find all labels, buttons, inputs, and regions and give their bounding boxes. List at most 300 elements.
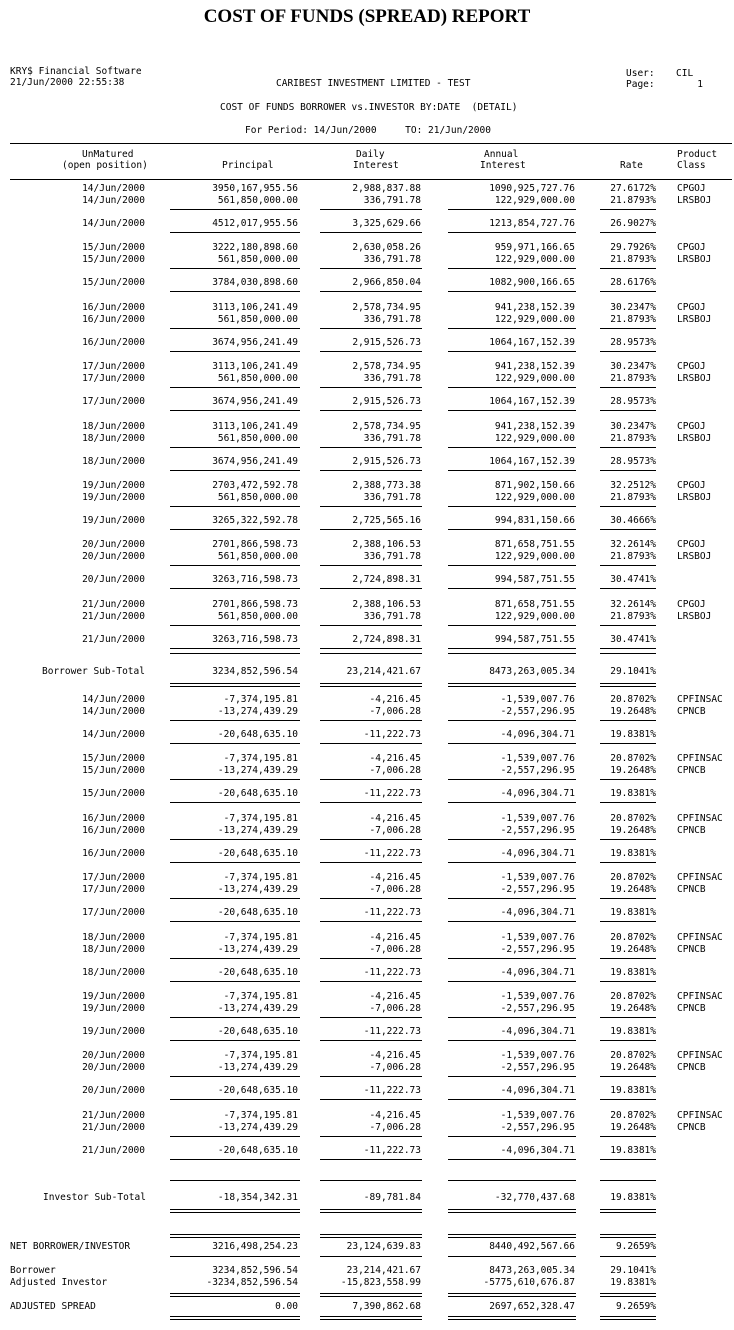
investor-group-end-rule — [600, 921, 656, 922]
investor-row-cell: -13,274,439.29 — [217, 706, 298, 717]
investor-date-total-cell: 19.8381% — [610, 847, 656, 859]
borrower-group-rule — [320, 625, 422, 626]
borrower-row-cell: 3113,106,241.49 — [212, 420, 298, 432]
borrower-subtotal-cell: 8473,263,005.34 — [489, 666, 575, 677]
investor-subtotal-double-rule — [170, 1209, 300, 1213]
investor-group-rule — [448, 1136, 576, 1137]
investor-group-end-rule — [170, 1159, 300, 1160]
borrower-row-cell: 21/Jun/2000 — [82, 598, 145, 610]
investor-date-total-cell: -11,222.73 — [363, 966, 421, 978]
investor-subtotal-rule — [320, 1180, 422, 1181]
borrower-row-cell: 941,238,152.39 — [494, 301, 575, 313]
investor-group-rule — [448, 1076, 576, 1077]
borrower-group-rule — [320, 565, 422, 566]
page-label: Page: — [626, 79, 655, 90]
investor-group-rule — [448, 839, 576, 840]
borrower-row-cell: LRSBOJ — [677, 313, 712, 325]
investor-row-cell: -1,539,007.76 — [500, 753, 575, 765]
investor-group-rule — [448, 720, 576, 721]
borrower-date-total-cell: 3263,716,598.73 — [212, 633, 298, 645]
borrower-subtotal-double-rule — [320, 683, 422, 687]
borrower-row-cell: 2,388,773.38 — [352, 480, 421, 491]
investor-row-cell: -4,216.45 — [369, 753, 421, 765]
investor-group-rule — [320, 720, 422, 721]
borrower-row-cell: 336,791.78 — [363, 195, 421, 206]
investor-row-cell: CPNCB — [677, 1121, 706, 1133]
investor-row-cell: -4,216.45 — [369, 991, 421, 1002]
borrower-date-total-cell: 30.4666% — [610, 515, 656, 526]
borrower-row-cell: 3222,180,898.60 — [212, 242, 298, 254]
investor-row-cell: 19.2648% — [610, 884, 656, 896]
investor-date-total-cell: 19.8381% — [610, 966, 656, 978]
borrower-group-end-rule — [448, 470, 576, 471]
investor-row-cell: 20/Jun/2000 — [82, 1062, 145, 1074]
borrower-row-cell: 19/Jun/2000 — [82, 480, 145, 491]
net-double-rule — [320, 1234, 422, 1238]
investor-row-cell: 21/Jun/2000 — [82, 1121, 145, 1133]
borrower-row-cell: 561,850,000.00 — [217, 432, 298, 444]
investor-group-end-rule — [448, 1159, 576, 1160]
borrower-date-total-cell: 3265,322,592.78 — [212, 515, 298, 526]
borrower-group-end-rule — [320, 588, 422, 589]
borrower-group-rule — [448, 209, 576, 210]
col-daily: Daily — [356, 149, 385, 160]
investor-row-cell: 19.2648% — [610, 1121, 656, 1133]
investor-row-cell: -13,274,439.29 — [217, 824, 298, 836]
col-open-position: (open position) — [62, 160, 148, 171]
borrower-subtotal-rule — [600, 653, 656, 654]
borrower-group-rule — [320, 209, 422, 210]
adjusted-spread-cell: 7,390,862.68 — [352, 1301, 421, 1312]
investor-group-end-rule — [600, 862, 656, 863]
investor-row-cell: -2,557,296.95 — [500, 943, 575, 955]
borrower-date-total-cell: 3263,716,598.73 — [212, 574, 298, 586]
investor-row-cell: -7,374,195.81 — [223, 694, 298, 705]
investor-group-rule — [600, 1136, 656, 1137]
investor-group-rule — [320, 1136, 422, 1137]
borrower-row-cell: 29.7926% — [610, 242, 656, 254]
borrower-group-rule — [600, 447, 656, 448]
investor-row-cell: -13,274,439.29 — [217, 943, 298, 955]
borrower-row-cell: 20/Jun/2000 — [82, 551, 145, 563]
borrower-row-cell: 1090,925,727.76 — [489, 183, 575, 194]
investor-group-rule — [170, 958, 300, 959]
investor-row-cell: 18/Jun/2000 — [82, 943, 145, 955]
borrower-date-total-cell: 2,725,565.16 — [352, 515, 421, 526]
investor-row-cell: -4,216.45 — [369, 694, 421, 705]
borrower-row-cell: LRSBOJ — [677, 373, 712, 385]
investor-row-cell: -4,216.45 — [369, 1109, 421, 1121]
investor-row-cell: 20.8702% — [610, 1050, 656, 1062]
borrower-row-cell: 941,238,152.39 — [494, 420, 575, 432]
borrower-group-rule — [448, 268, 576, 269]
investor-date-total-cell: -20,648,635.10 — [217, 729, 298, 740]
investor-group-end-rule — [320, 981, 422, 982]
investor-group-rule — [600, 779, 656, 780]
investor-date-total-cell: 19.8381% — [610, 1026, 656, 1037]
investor-group-rule — [320, 1076, 422, 1077]
investor-row-cell: -7,006.28 — [369, 884, 421, 896]
borrower-date-total-cell: 26.9027% — [610, 218, 656, 229]
investor-group-rule — [448, 1017, 576, 1018]
investor-row-cell: CPFINSAC — [677, 872, 723, 884]
summary-borrower-label: Borrower — [10, 1265, 56, 1276]
summary-adjusted-investor-cell: 19.8381% — [610, 1277, 656, 1288]
borrower-row-cell: 561,850,000.00 — [217, 551, 298, 563]
investor-row-cell: 20.8702% — [610, 872, 656, 884]
investor-row-cell: 20.8702% — [610, 753, 656, 765]
investor-group-end-rule — [320, 802, 422, 803]
borrower-date-total-cell: 2,915,526.73 — [352, 336, 421, 348]
borrower-date-total-cell: 2,915,526.73 — [352, 396, 421, 408]
investor-date-total-cell: -20,648,635.10 — [217, 966, 298, 978]
software-name: KRY$ Financial Software — [10, 66, 142, 77]
investor-group-rule — [320, 898, 422, 899]
borrower-date-total-cell: 21/Jun/2000 — [82, 633, 145, 645]
summary-adjusted-investor-label: Adjusted Investor — [10, 1277, 108, 1288]
investor-row-cell: -4,216.45 — [369, 931, 421, 943]
borrower-date-total-cell: 3,325,629.66 — [352, 218, 421, 229]
investor-group-rule — [320, 839, 422, 840]
investor-row-cell: 20.8702% — [610, 991, 656, 1002]
borrower-row-cell: 336,791.78 — [363, 373, 421, 385]
spread-top-double-rule — [448, 1293, 576, 1297]
investor-group-rule — [320, 779, 422, 780]
investor-row-cell: 21/Jun/2000 — [82, 1109, 145, 1121]
net-bottom-rule — [600, 1256, 656, 1257]
borrower-row-cell: 871,658,751.55 — [494, 539, 575, 551]
borrower-group-rule — [170, 565, 300, 566]
investor-date-total-cell: -4,096,304.71 — [500, 788, 575, 800]
company-name: CARIBEST INVESTMENT LIMITED - TEST — [276, 78, 471, 89]
borrower-group-rule — [170, 447, 300, 448]
investor-row-cell: -2,557,296.95 — [500, 1062, 575, 1074]
net-borrower-investor-cell: 9.2659% — [615, 1241, 656, 1252]
investor-group-rule — [448, 779, 576, 780]
borrower-group-end-rule — [448, 410, 576, 411]
header-bottom-rule — [10, 179, 732, 180]
borrower-row-cell: 2701,866,598.73 — [212, 598, 298, 610]
borrower-group-end-rule — [170, 529, 300, 530]
investor-row-cell: -13,274,439.29 — [217, 765, 298, 777]
borrower-row-cell: 2,578,734.95 — [352, 301, 421, 313]
borrower-group-end-rule — [600, 648, 656, 649]
spread-top-double-rule — [600, 1293, 656, 1297]
borrower-row-cell: 21.8793% — [610, 254, 656, 266]
borrower-row-cell: 122,929,000.00 — [494, 373, 575, 385]
adjusted-spread-cell: 2697,652,328.47 — [489, 1301, 575, 1312]
borrower-group-end-rule — [170, 470, 300, 471]
borrower-group-rule — [448, 565, 576, 566]
borrower-row-cell: 21.8793% — [610, 432, 656, 444]
investor-date-total-cell: 19.8381% — [610, 1085, 656, 1097]
borrower-row-cell: 2,630,058.26 — [352, 242, 421, 254]
investor-row-cell: -7,374,195.81 — [223, 1050, 298, 1062]
investor-row-cell: -1,539,007.76 — [500, 694, 575, 705]
investor-group-end-rule — [448, 981, 576, 982]
investor-date-total-cell: 21/Jun/2000 — [82, 1144, 145, 1156]
col-class: Class — [677, 160, 706, 171]
borrower-date-total-cell: 30.4741% — [610, 574, 656, 586]
borrower-row-cell: 32.2614% — [610, 539, 656, 551]
investor-row-cell: -7,374,195.81 — [223, 991, 298, 1002]
borrower-group-end-rule — [600, 232, 656, 233]
spread-top-double-rule — [320, 1293, 422, 1297]
borrower-row-cell: 941,238,152.39 — [494, 361, 575, 373]
investor-row-cell: 19.2648% — [610, 1062, 656, 1074]
investor-subtotal-double-rule — [448, 1209, 576, 1213]
investor-row-cell: CPFINSAC — [677, 753, 723, 765]
investor-group-end-rule — [600, 1159, 656, 1160]
investor-row-cell: -1,539,007.76 — [500, 1050, 575, 1062]
investor-row-cell: -1,539,007.76 — [500, 872, 575, 884]
borrower-group-end-rule — [600, 351, 656, 352]
investor-group-rule — [448, 898, 576, 899]
borrower-row-cell: 21.8793% — [610, 492, 656, 503]
investor-row-cell: -7,006.28 — [369, 706, 421, 717]
user-value: CIL — [676, 68, 694, 79]
investor-row-cell: 16/Jun/2000 — [82, 824, 145, 836]
borrower-group-rule — [448, 328, 576, 329]
investor-row-cell: CPNCB — [677, 765, 706, 777]
borrower-row-cell: 871,658,751.55 — [494, 598, 575, 610]
borrower-group-end-rule — [600, 410, 656, 411]
investor-subtotal-rule — [170, 1180, 300, 1181]
borrower-group-end-rule — [170, 351, 300, 352]
investor-row-cell: CPNCB — [677, 1003, 706, 1014]
report-period: For Period: 14/Jun/2000 TO: 21/Jun/2000 — [245, 125, 491, 136]
borrower-group-end-rule — [448, 648, 576, 649]
summary-adjusted-investor-cell: -5775,610,676.87 — [483, 1277, 575, 1288]
investor-row-cell: 19/Jun/2000 — [82, 991, 145, 1002]
borrower-row-cell: 336,791.78 — [363, 610, 421, 622]
borrower-row-cell: CPGOJ — [677, 420, 706, 432]
investor-group-rule — [170, 1076, 300, 1077]
borrower-row-cell: CPGOJ — [677, 598, 706, 610]
borrower-date-total-cell: 15/Jun/2000 — [82, 277, 145, 289]
borrower-group-rule — [448, 506, 576, 507]
borrower-subtotal-rule — [448, 653, 576, 654]
spread-bottom-double-rule — [170, 1316, 300, 1320]
investor-row-cell: -7,374,195.81 — [223, 872, 298, 884]
borrower-group-end-rule — [600, 291, 656, 292]
investor-group-end-rule — [170, 1099, 300, 1100]
borrower-group-end-rule — [170, 648, 300, 649]
header-top-rule — [10, 143, 732, 144]
net-double-rule — [448, 1234, 576, 1238]
investor-subtotal-label: Investor Sub-Total — [43, 1192, 146, 1203]
investor-row-cell: 18/Jun/2000 — [82, 931, 145, 943]
borrower-row-cell: 15/Jun/2000 — [82, 242, 145, 254]
investor-date-total-cell: -4,096,304.71 — [500, 966, 575, 978]
borrower-subtotal-cell: 29.1041% — [610, 666, 656, 677]
investor-group-rule — [170, 779, 300, 780]
borrower-row-cell: 336,791.78 — [363, 254, 421, 266]
borrower-row-cell: 32.2512% — [610, 480, 656, 491]
investor-date-total-cell: 19.8381% — [610, 788, 656, 800]
borrower-row-cell: 17/Jun/2000 — [82, 373, 145, 385]
borrower-group-end-rule — [448, 588, 576, 589]
borrower-date-total-cell: 1064,167,152.39 — [489, 336, 575, 348]
borrower-row-cell: 122,929,000.00 — [494, 432, 575, 444]
borrower-row-cell: 16/Jun/2000 — [82, 313, 145, 325]
investor-group-end-rule — [170, 743, 300, 744]
investor-date-total-cell: 16/Jun/2000 — [82, 847, 145, 859]
spread-bottom-double-rule — [600, 1316, 656, 1320]
borrower-row-cell: 3113,106,241.49 — [212, 301, 298, 313]
investor-date-total-cell: 18/Jun/2000 — [82, 966, 145, 978]
net-double-rule — [600, 1234, 656, 1238]
investor-row-cell: -13,274,439.29 — [217, 1003, 298, 1014]
investor-row-cell: -7,006.28 — [369, 1121, 421, 1133]
investor-date-total-cell: 17/Jun/2000 — [82, 907, 145, 919]
investor-row-cell: -7,006.28 — [369, 1062, 421, 1074]
borrower-group-rule — [448, 447, 576, 448]
borrower-row-cell: LRSBOJ — [677, 254, 712, 266]
investor-date-total-cell: -11,222.73 — [363, 1085, 421, 1097]
borrower-group-rule — [320, 506, 422, 507]
borrower-row-cell: 2,578,734.95 — [352, 361, 421, 373]
investor-subtotal-cell: 19.8381% — [610, 1192, 656, 1203]
borrower-row-cell: 30.2347% — [610, 361, 656, 373]
investor-group-rule — [320, 958, 422, 959]
borrower-date-total-cell: 2,915,526.73 — [352, 455, 421, 467]
borrower-group-rule — [170, 209, 300, 210]
borrower-group-end-rule — [600, 588, 656, 589]
borrower-row-cell: 2,988,837.88 — [352, 183, 421, 194]
borrower-row-cell: CPGOJ — [677, 361, 706, 373]
investor-date-total-cell: -11,222.73 — [363, 1026, 421, 1037]
investor-date-total-cell: -11,222.73 — [363, 847, 421, 859]
investor-date-total-cell: -11,222.73 — [363, 1144, 421, 1156]
borrower-group-end-rule — [170, 410, 300, 411]
investor-group-rule — [600, 720, 656, 721]
investor-group-end-rule — [600, 1099, 656, 1100]
borrower-group-end-rule — [320, 291, 422, 292]
investor-group-rule — [170, 898, 300, 899]
col-unmatured: UnMatured — [82, 149, 134, 160]
borrower-row-cell: LRSBOJ — [677, 492, 712, 503]
borrower-row-cell: 21.8793% — [610, 373, 656, 385]
borrower-group-rule — [320, 328, 422, 329]
investor-group-end-rule — [320, 743, 422, 744]
investor-subtotal-cell: -32,770,437.68 — [494, 1192, 575, 1203]
borrower-group-rule — [600, 625, 656, 626]
summary-adjusted-investor-cell: -3234,852,596.54 — [206, 1277, 298, 1288]
investor-row-cell: 20.8702% — [610, 1109, 656, 1121]
investor-row-cell: -1,539,007.76 — [500, 812, 575, 824]
investor-group-end-rule — [600, 1040, 656, 1041]
adjusted-spread-cell: 9.2659% — [615, 1301, 656, 1312]
investor-date-total-cell: 15/Jun/2000 — [82, 788, 145, 800]
borrower-row-cell: 2,388,106.53 — [352, 598, 421, 610]
borrower-group-rule — [170, 268, 300, 269]
investor-row-cell: -7,006.28 — [369, 765, 421, 777]
borrower-date-total-cell: 3674,956,241.49 — [212, 455, 298, 467]
borrower-row-cell: 19/Jun/2000 — [82, 492, 145, 503]
borrower-date-total-cell: 16/Jun/2000 — [82, 336, 145, 348]
borrower-group-rule — [170, 625, 300, 626]
investor-date-total-cell: -11,222.73 — [363, 729, 421, 740]
borrower-row-cell: 2,578,734.95 — [352, 420, 421, 432]
borrower-date-total-cell: 14/Jun/2000 — [82, 218, 145, 229]
investor-row-cell: -13,274,439.29 — [217, 1121, 298, 1133]
investor-row-cell: -7,006.28 — [369, 824, 421, 836]
net-borrower-investor-cell: 8440,492,567.66 — [489, 1241, 575, 1252]
investor-row-cell: CPFINSAC — [677, 991, 723, 1002]
investor-row-cell: -2,557,296.95 — [500, 706, 575, 717]
borrower-row-cell: 18/Jun/2000 — [82, 432, 145, 444]
borrower-date-total-cell: 3674,956,241.49 — [212, 336, 298, 348]
investor-row-cell: 19/Jun/2000 — [82, 1003, 145, 1014]
investor-group-rule — [600, 958, 656, 959]
investor-row-cell: CPFINSAC — [677, 812, 723, 824]
borrower-row-cell: 336,791.78 — [363, 551, 421, 563]
borrower-group-end-rule — [170, 232, 300, 233]
borrower-date-total-cell: 3674,956,241.49 — [212, 396, 298, 408]
borrower-group-end-rule — [320, 351, 422, 352]
borrower-date-total-cell: 1213,854,727.76 — [489, 218, 575, 229]
investor-row-cell: 20.8702% — [610, 812, 656, 824]
net-bottom-rule — [448, 1256, 576, 1257]
investor-row-cell: -13,274,439.29 — [217, 884, 298, 896]
investor-group-end-rule — [600, 981, 656, 982]
borrower-group-rule — [600, 209, 656, 210]
borrower-row-cell: 2,388,106.53 — [352, 539, 421, 551]
spread-top-double-rule — [170, 1293, 300, 1297]
borrower-subtotal-double-rule — [448, 683, 576, 687]
borrower-date-total-cell: 4512,017,955.56 — [212, 218, 298, 229]
net-bottom-rule — [170, 1256, 300, 1257]
investor-row-cell: 16/Jun/2000 — [82, 812, 145, 824]
investor-date-total-cell: 20/Jun/2000 — [82, 1085, 145, 1097]
investor-row-cell: -4,216.45 — [369, 872, 421, 884]
investor-group-rule — [600, 1017, 656, 1018]
borrower-row-cell: 336,791.78 — [363, 492, 421, 503]
borrower-row-cell: 122,929,000.00 — [494, 254, 575, 266]
borrower-row-cell: 21.8793% — [610, 195, 656, 206]
borrower-row-cell: 21.8793% — [610, 313, 656, 325]
investor-date-total-cell: -4,096,304.71 — [500, 907, 575, 919]
borrower-row-cell: 561,850,000.00 — [217, 313, 298, 325]
investor-row-cell: 14/Jun/2000 — [82, 694, 145, 705]
borrower-group-rule — [320, 447, 422, 448]
borrower-date-total-cell: 994,587,751.55 — [494, 633, 575, 645]
investor-date-total-cell: -20,648,635.10 — [217, 1085, 298, 1097]
borrower-date-total-cell: 1064,167,152.39 — [489, 396, 575, 408]
borrower-group-rule — [170, 387, 300, 388]
borrower-row-cell: 122,929,000.00 — [494, 492, 575, 503]
borrower-subtotal-cell: 23,214,421.67 — [346, 666, 421, 677]
borrower-row-cell: 17/Jun/2000 — [82, 361, 145, 373]
investor-group-rule — [170, 720, 300, 721]
borrower-subtotal-rule — [320, 653, 422, 654]
borrower-row-cell: 122,929,000.00 — [494, 551, 575, 563]
borrower-row-cell: 336,791.78 — [363, 313, 421, 325]
borrower-row-cell: 871,902,150.66 — [494, 480, 575, 491]
net-borrower-investor-label: NET BORROWER/INVESTOR — [10, 1241, 131, 1252]
investor-row-cell: -1,539,007.76 — [500, 1109, 575, 1121]
investor-row-cell: -2,557,296.95 — [500, 824, 575, 836]
investor-row-cell: -7,006.28 — [369, 1003, 421, 1014]
investor-row-cell: 15/Jun/2000 — [82, 765, 145, 777]
borrower-row-cell: 32.2614% — [610, 598, 656, 610]
investor-row-cell: 15/Jun/2000 — [82, 753, 145, 765]
investor-date-total-cell: -20,648,635.10 — [217, 788, 298, 800]
user-label: User: — [626, 68, 655, 79]
borrower-row-cell: 15/Jun/2000 — [82, 254, 145, 266]
borrower-date-total-cell: 2,724,898.31 — [352, 574, 421, 586]
